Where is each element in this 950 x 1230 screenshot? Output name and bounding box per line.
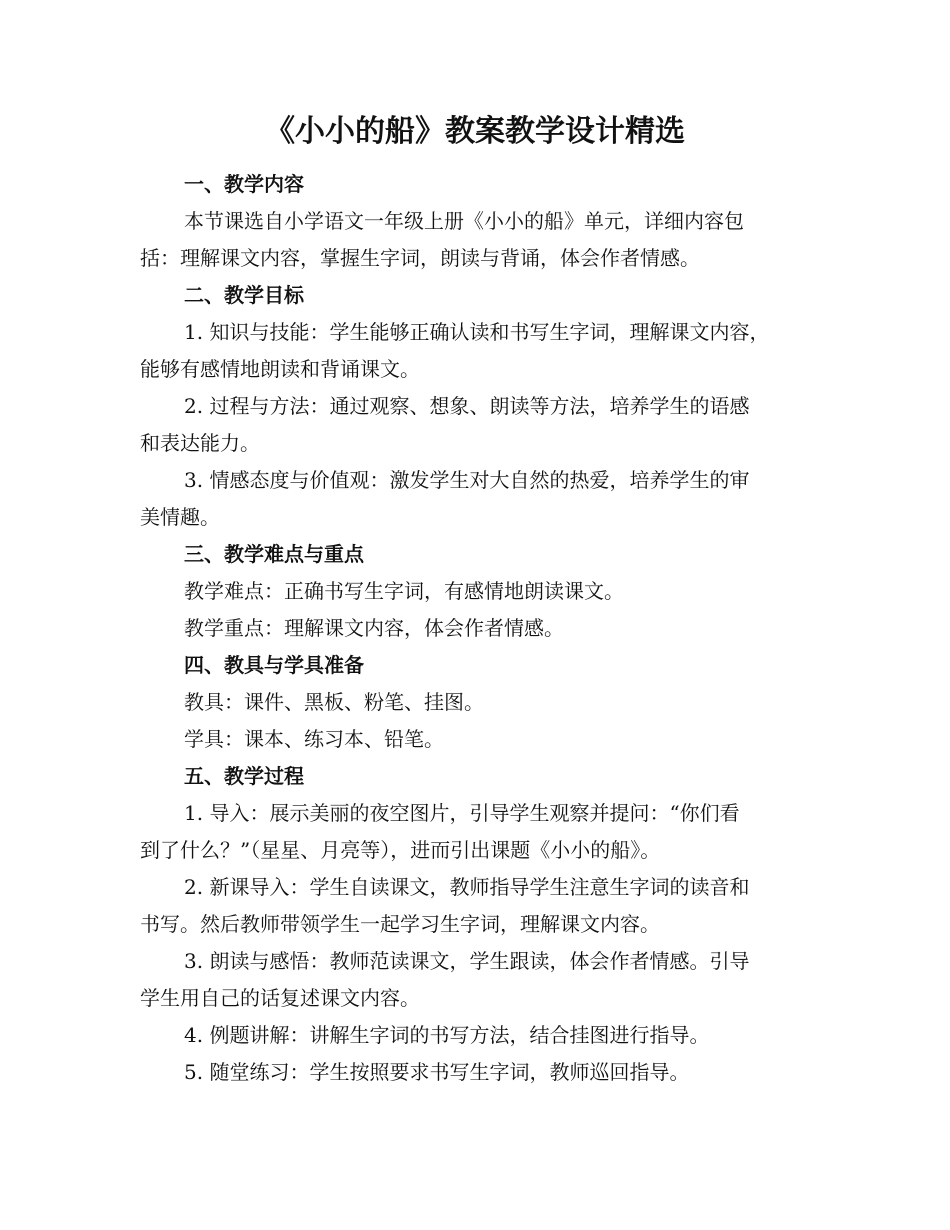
paragraph — [140, 573, 820, 610]
section-3 — [140, 536, 820, 647]
paragraph-line: 教学难点：正确书写生字词，有感情地朗读课文。 — [184, 579, 624, 603]
paragraph-line: 学生用自己的话复述课文内容。 — [140, 986, 420, 1010]
paragraph-line: 书写。然后教师带领学生一起学习生字词，理解课文内容。 — [140, 912, 660, 936]
section-4 — [140, 647, 820, 758]
paragraph — [140, 610, 820, 647]
paragraph-line: 4. 例题讲解：讲解生字词的书写方法，结合挂图进行指导。 — [184, 1023, 710, 1047]
paragraph-line: 括：理解课文内容，掌握生字词，朗读与背诵，体会作者情感。 — [140, 246, 700, 270]
paragraph-line: 2. 新课导入：学生自读课文，教师指导学生注意生字词的读音和 — [184, 875, 750, 899]
paragraph — [140, 203, 820, 277]
paragraph-line: 到了什么？”（星星、月亮等），进而引出课题《小小的船》。 — [140, 838, 661, 862]
section-5 — [140, 758, 820, 1091]
paragraph-line: 5. 随堂练习：学生按照要求书写生字词，教师巡回指导。 — [184, 1060, 690, 1084]
paragraph-line: 3. 情感态度与价值观：激发学生对大自然的热爱，培养学生的审 — [184, 468, 750, 492]
paragraph — [140, 869, 820, 943]
paragraph-line: 教具：课件、黑板、粉笔、挂图。 — [184, 690, 484, 714]
section-1 — [140, 166, 820, 277]
paragraph-line: 教学重点：理解课文内容，体会作者情感。 — [184, 616, 564, 640]
paragraph-line: 美情趣。 — [140, 505, 220, 529]
paragraph-line: 1. 知识与技能：学生能够正确认读和书写生字词，理解课文内容， — [184, 320, 770, 344]
paragraph — [140, 1054, 820, 1091]
paragraph — [140, 684, 820, 721]
paragraph-line: 2. 过程与方法：通过观察、想象、朗读等方法，培养学生的语感 — [184, 394, 750, 418]
section-heading: 一、教学内容 — [184, 172, 304, 196]
paragraph — [140, 1017, 820, 1054]
paragraph-line: 本节课选自小学语文一年级上册《小小的船》单元，详细内容包 — [184, 209, 744, 233]
paragraph — [140, 795, 820, 869]
section-heading: 三、教学难点与重点 — [184, 542, 364, 566]
paragraph — [140, 721, 820, 758]
paragraph — [140, 388, 820, 462]
section-heading: 二、教学目标 — [184, 283, 304, 307]
document-body — [140, 166, 820, 1091]
paragraph — [140, 462, 820, 536]
document-title: 《小小的船》教案教学设计精选 — [265, 114, 685, 149]
paragraph-line: 能够有感情地朗读和背诵课文。 — [140, 357, 420, 381]
paragraph-line: 3. 朗读与感悟：教师范读课文，学生跟读，体会作者情感。引导 — [184, 949, 750, 973]
paragraph-line: 和表达能力。 — [140, 431, 260, 455]
section-heading: 五、教学过程 — [184, 764, 304, 788]
paragraph — [140, 943, 820, 1017]
section-heading: 四、教具与学具准备 — [184, 653, 364, 677]
paragraph — [140, 314, 820, 388]
paragraph-line: 1. 导入：展示美丽的夜空图片，引导学生观察并提问：“你们看 — [184, 801, 740, 825]
paragraph-line: 学具：课本、练习本、铅笔。 — [184, 727, 444, 751]
section-2 — [140, 277, 820, 536]
